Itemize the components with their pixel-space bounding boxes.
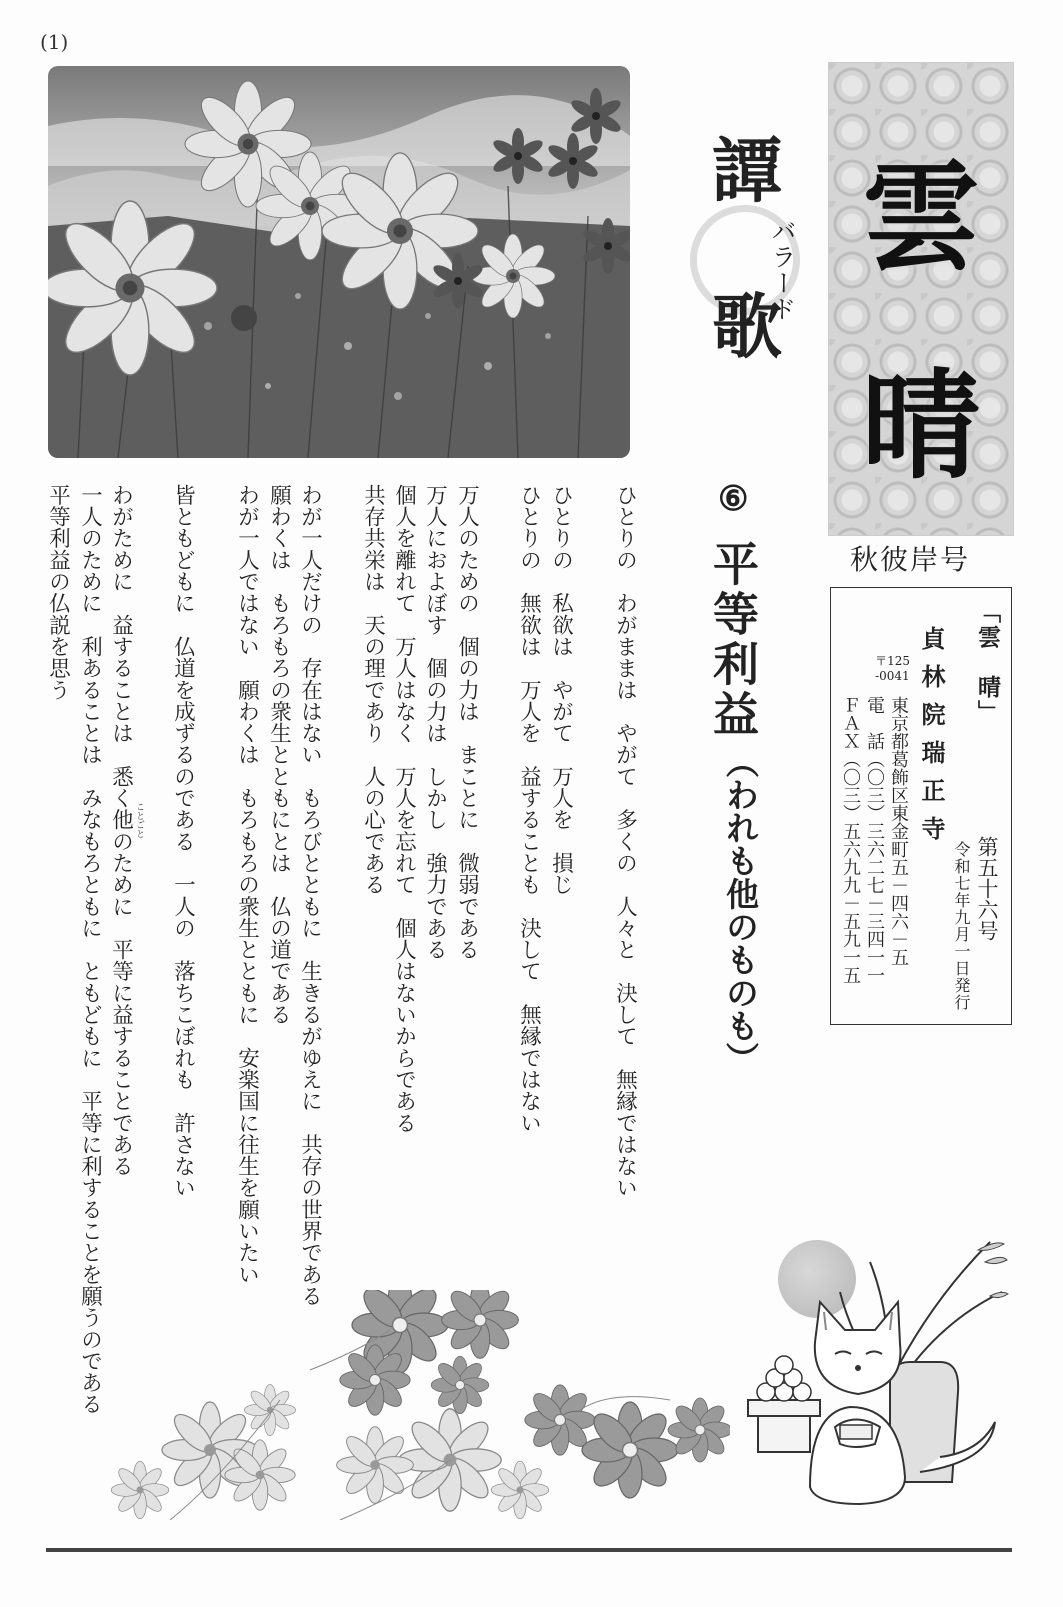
poem-line: 万人におよぼす 個の力は しかし 強力である	[422, 484, 448, 961]
ballad-ruby: バラード	[768, 218, 797, 322]
ballad-title-char: 譚	[712, 129, 782, 212]
cosmos-flowers-decoration	[110, 1290, 730, 1520]
section-title: 平等利益	[706, 540, 760, 740]
poem-line: 万人のための 個の力は まことに 微弱である	[454, 484, 480, 961]
poem-line: 願わくは もろもろの衆生とともにとは 仏の道である	[266, 484, 292, 1026]
poem-line: わが一人ではない 願わくは もろもろの衆生とともに 安楽国に往生を願いたい	[234, 484, 260, 1286]
footer-divider	[46, 1548, 1012, 1552]
colophon-publisher: 貞林院瑞正寺	[917, 626, 946, 854]
poem-line: 一人のために 利あることは みなもろともに ともどもに 平等に利することを願うのである	[77, 484, 103, 1415]
colophon-issue-number: 第五十六号	[975, 836, 999, 941]
colophon-phone: 電 話（〇三）三六二七－三四一一	[864, 696, 885, 984]
colophon-box	[830, 587, 1012, 1025]
ballad-title-char: 歌	[712, 285, 782, 368]
poem-line: わがために 益することは 悉く他のために 平等に益することである	[108, 484, 134, 1177]
poem-ruby-note: ことごと	[134, 802, 144, 838]
colophon-postal-code: 〒125 -0041	[875, 654, 910, 683]
poem-line: 皆ともどもに 仏道を成ずるのである 一人の 落ちこぼれも 許さない	[170, 484, 196, 1199]
colophon-address: 東京都葛飾区東金町五－四六－五	[888, 696, 909, 966]
poem-line: ひとりの 無欲は 万人を 益することも 決して 無縁ではない	[516, 484, 542, 1134]
colophon-fax: ＦＡＸ（〇三）五六九九－五九一五	[840, 696, 861, 984]
poem-line: ひとりの わがままは やがて 多くの 人々と 決して 無縁ではない	[612, 484, 638, 1199]
poem-line: ひとりの 私欲は やがて 万人を 損じ	[548, 484, 574, 896]
poem-line: 個人を離れて 万人はなく 万人を忘れて 個人はないからである	[391, 484, 417, 1134]
section-number: ⑥	[718, 479, 749, 519]
poem-line: わが一人だけの 存在はない もろびとともに 生きるがゆえに 共存の世界である	[297, 484, 323, 1307]
poem-line: 平等利益の仏説を思う	[45, 484, 71, 701]
poem-line: 共存共栄は 天の理であり 人の心である	[360, 484, 386, 896]
masthead-title-char: 晴	[861, 356, 980, 495]
section-subtitle: （われも他のものも）	[721, 745, 760, 1075]
colophon-title: 「雲 晴」	[974, 600, 1001, 725]
issue-name: 秋彼岸号	[850, 543, 971, 576]
cosmos-photo	[48, 66, 630, 458]
page-number: (1)	[40, 30, 69, 54]
masthead-banner	[828, 62, 1014, 536]
colophon-date: 令和七年九月一日発行	[952, 841, 971, 1011]
masthead-title-char: 雲	[861, 148, 980, 287]
fox-illustration	[740, 1222, 1010, 1512]
